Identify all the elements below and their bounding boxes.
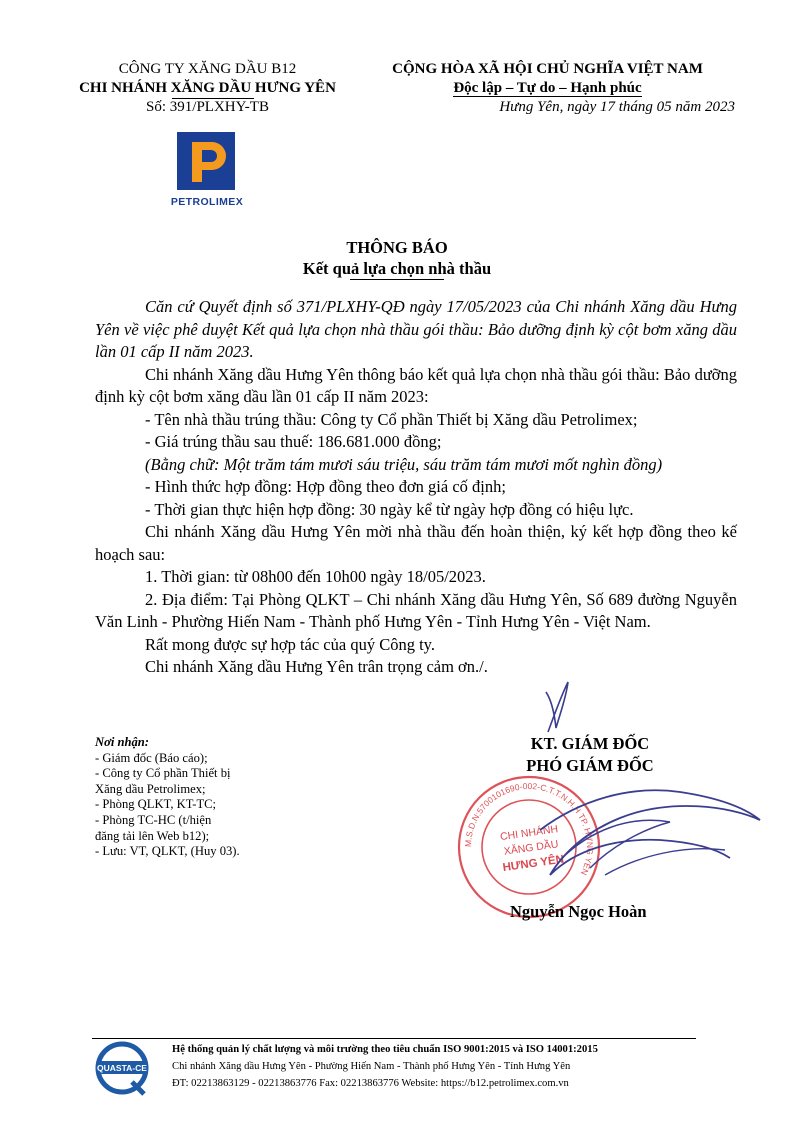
- document-title: [0, 237, 794, 279]
- footer-text: [172, 1041, 712, 1092]
- quasta-logo-icon: [94, 1040, 150, 1096]
- issuer-underline: [172, 98, 254, 99]
- price-in-words: (Bằng chữ: Một trăm tám mươi sáu triệu, sáu trăm tám mươi mốt nghìn đồng): [145, 454, 663, 474]
- stamp-ring-text: M.S.D.N:5700101690-002-C.T.T.N.H.H TP. HƯNG YÊN: [462, 780, 596, 877]
- recipient-item: - Giám đốc (Báo cáo);: [95, 750, 208, 765]
- title-sub: Kết quả lựa chọn nhà thầu: [302, 259, 492, 278]
- petrolimex-logo: [162, 130, 252, 208]
- announcement-paragraph: Chi nhánh Xăng dầu Hưng Yên thông báo kết quả lựa chọn nhà thầu gói thầu: Bảo dưỡng định kỳ cột bơm xăng dầu lần 01 cấp II năm 2023:: [95, 364, 737, 406]
- petrolimex-logo-icon: [162, 130, 252, 190]
- document-body: [95, 296, 737, 679]
- footer-divider: [92, 1038, 696, 1039]
- stamp-line-3: HƯNG YÊN: [501, 853, 565, 875]
- footer-address-line: Chi nhánh Xăng dầu Hưng Yên - Phường Hiến Nam - Thành phố Hưng Yên - Tỉnh Hưng Yên: [172, 1061, 571, 1072]
- footer-contact-line: ĐT: 02213863129 - 02213863776 Fax: 02213863776 Website: https://b12.petrolimex.com.vn: [172, 1078, 569, 1089]
- signature-role-2: PHÓ GIÁM ĐỐC: [526, 756, 654, 775]
- nation-title: CỘNG HÒA XÃ HỘI CHỦ NGHĨA VIỆT NAM: [392, 61, 703, 77]
- stamp-line-2: XĂNG DẦU: [503, 838, 560, 858]
- recipient-item: - Lưu: VT, QLKT, (Huy 03).: [95, 844, 240, 859]
- quasta-logo-text: QUASTA-CE: [97, 1063, 147, 1073]
- title-main: THÔNG BÁO: [346, 238, 448, 257]
- recipient-item: - Phòng QLKT, KT-TC;: [95, 797, 217, 812]
- recipient-item: - Công ty Cổ phần Thiết bị: [95, 766, 231, 781]
- contract-duration: - Thời gian thực hiện hợp đồng: 30 ngày kể từ ngày hợp đồng có hiệu lực.: [145, 499, 634, 519]
- title-underline: [350, 279, 444, 280]
- recipients-heading: Nơi nhận:: [95, 735, 150, 749]
- recipient-item: đăng tải lên Web b12);: [95, 828, 210, 843]
- handwritten-signature: [520, 680, 780, 910]
- document-number: Số: 391/PLXHY-TB: [146, 99, 269, 115]
- stamp-line-1: CHI NHÁNH: [499, 823, 559, 844]
- contract-form: - Hình thức hợp đồng: Hợp đồng theo đơn giá cố định;: [145, 477, 506, 496]
- branch-name: CHI NHÁNH XĂNG DẦU HƯNG YÊN: [79, 80, 336, 96]
- plan-location: 2. Địa điểm: Tại Phòng QLKT – Chi nhánh Xăng dầu Hưng Yên, Số 689 đường Nguyễn Văn Linh - Phường Hiến Nam - Thành phố Hưng Yên - Tỉnh Hưng Yên - Việt Nam.: [95, 589, 737, 631]
- thanks-paragraph: Chi nhánh Xăng dầu Hưng Yên trân trọng cảm ơn./.: [145, 657, 488, 676]
- winning-bidder: - Tên nhà thầu trúng thầu: Công ty Cổ phần Thiết bị Xăng dầu Petrolimex;: [145, 409, 638, 429]
- plan-time: 1. Thời gian: từ 08h00 đến 10h00 ngày 18/05/2023.: [145, 567, 486, 586]
- issuer-block: [55, 60, 360, 117]
- signer-name: Nguyễn Ngọc Hoàn: [510, 902, 647, 921]
- footer-iso-line: Hệ thống quản lý chất lượng và môi trường theo tiêu chuẩn ISO 9001:2015 và ISO 14001:2015: [172, 1044, 598, 1055]
- petrolimex-logo-text: PETROLIMEX: [170, 196, 244, 208]
- invitation-paragraph: Chi nhánh Xăng dầu Hưng Yên mời nhà thầu đến hoàn thiện, ký kết hợp đồng theo kế hoạch sau:: [95, 522, 737, 564]
- recipient-item: - Phòng TC-HC (t/hiện: [95, 812, 212, 827]
- quasta-logo: [94, 1040, 150, 1096]
- recipient-item: Xăng dầu Petrolimex;: [95, 781, 206, 796]
- national-motto: Độc lập – Tự do – Hạnh phúc: [453, 80, 642, 96]
- recipients-block: [95, 735, 325, 860]
- company-name: CÔNG TY XĂNG DẦU B12: [118, 61, 297, 77]
- cooperation-paragraph: Rất mong được sự hợp tác của quý Công ty.: [145, 634, 435, 654]
- signature-role-1: KT. GIÁM ĐỐC: [530, 734, 650, 753]
- national-header: [360, 60, 735, 117]
- winning-price: - Giá trúng thầu sau thuế: 186.681.000 đồng;: [145, 432, 442, 451]
- place-date: Hưng Yên, ngày 17 tháng 05 năm 2023: [499, 99, 735, 115]
- legal-basis-paragraph: Căn cứ Quyết định số 371/PLXHY-QĐ ngày 17/05/2023 của Chi nhánh Xăng dầu Hưng Yên về việc phê duyệt Kết quả lựa chọn nhà thầu gói thầu: Bảo dưỡng định kỳ cột bơm xăng dầu lần 01 cấp II năm 2023.: [95, 297, 737, 361]
